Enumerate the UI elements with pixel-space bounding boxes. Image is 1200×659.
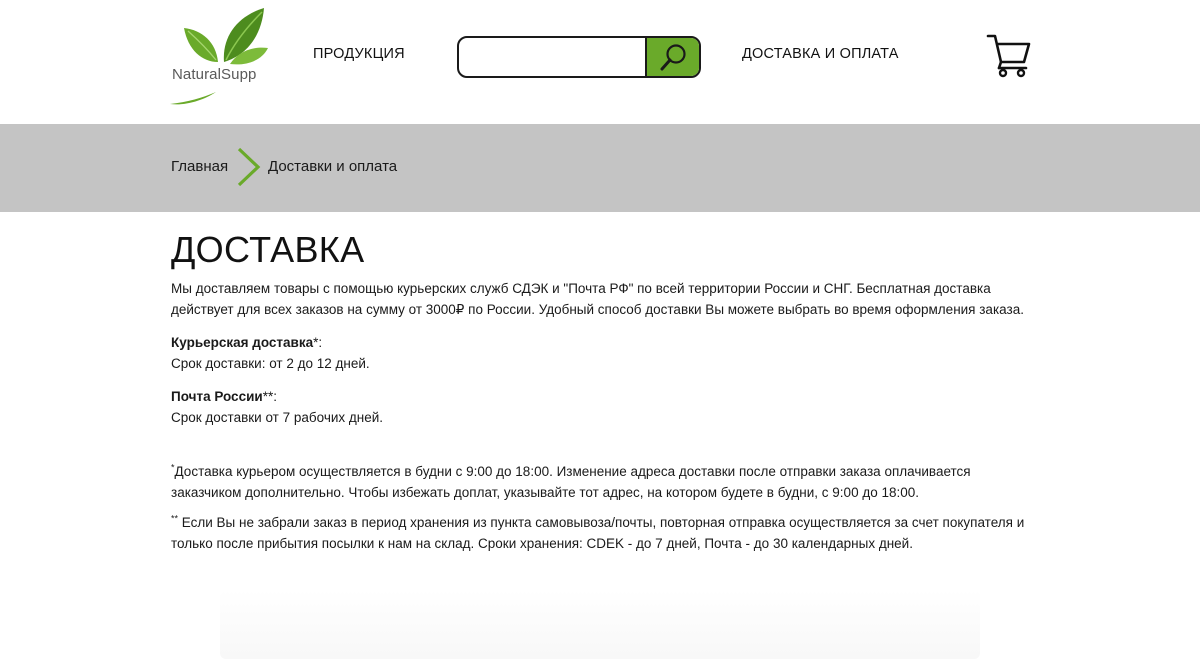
post-delivery-term: Срок доставки от 7 рабочих дней.: [171, 410, 384, 425]
search-input[interactable]: [459, 38, 647, 76]
intro-text: Мы доставляем товары с помощью курьерских служб СДЭК и "Почта РФ" по всей территории России и СНГ. Бесплатная доставка действует для всех заказов на сумму от 3000₽ по России. Удобный способ доставки Вы можете выбрать во время оформления заказа.: [171, 281, 1024, 317]
breadcrumb-current: Доставки и оплата: [268, 158, 398, 175]
footnote: [171, 462, 1041, 503]
footnote-mark: **: [171, 513, 179, 524]
courier-footnote-mark: *:: [313, 335, 323, 350]
footnotes: [171, 462, 1041, 554]
post-delivery-title: Почта России: [171, 389, 263, 404]
footnote-text: Доставка курьером осуществляется в будни с 9:00 до 18:00. Изменение адреса доставки после отправки заказа оплачивается заказчиком дополнительно. Чтобы избежать доплат, указывайте тот адрес, на котором будете в будни, с 9:00 до 18:00.: [171, 464, 971, 500]
footnote-text: Если Вы не забрали заказ в период хранения из пункта самовывоза/почты, повторная отправка осуществляется за счет покупателя и только после прибытия посылки к нам на склад. Сроки хранения: CDEK - до 7 дней, Почта - до 30 календарных дней.: [171, 515, 1025, 551]
logo[interactable]: [168, 6, 286, 110]
nav-products-link[interactable]: ПРОДУКЦИЯ: [313, 46, 405, 62]
post-delivery-section: [171, 386, 1041, 428]
search-box: [457, 36, 701, 78]
breadcrumb-home-link[interactable]: Главная: [171, 158, 229, 175]
footnote-mark: *: [171, 462, 175, 473]
logo-text: NaturalSupp: [172, 66, 257, 83]
search-button[interactable]: [645, 38, 699, 76]
courier-delivery-term: Срок доставки: от 2 до 12 дней.: [171, 356, 370, 371]
leaf-logo-icon: [168, 6, 286, 110]
post-footnote-mark: **:: [262, 389, 277, 404]
courier-delivery-section: [171, 332, 1041, 374]
search-icon: [659, 42, 689, 72]
footnote: [171, 513, 1041, 554]
nav-delivery-link[interactable]: ДОСТАВКА И ОПЛАТА: [742, 46, 899, 62]
cart-button[interactable]: [986, 32, 1032, 78]
chevron-right-icon: [236, 147, 262, 187]
site-header: [0, 0, 1200, 124]
cart-icon: [986, 32, 1032, 78]
bottom-shadow-panel: [220, 590, 980, 659]
courier-delivery-title: Курьерская доставка: [171, 335, 314, 350]
main-content: [171, 226, 1041, 554]
breadcrumb: [0, 124, 1200, 212]
page-title: ДОСТАВКА: [171, 229, 365, 270]
